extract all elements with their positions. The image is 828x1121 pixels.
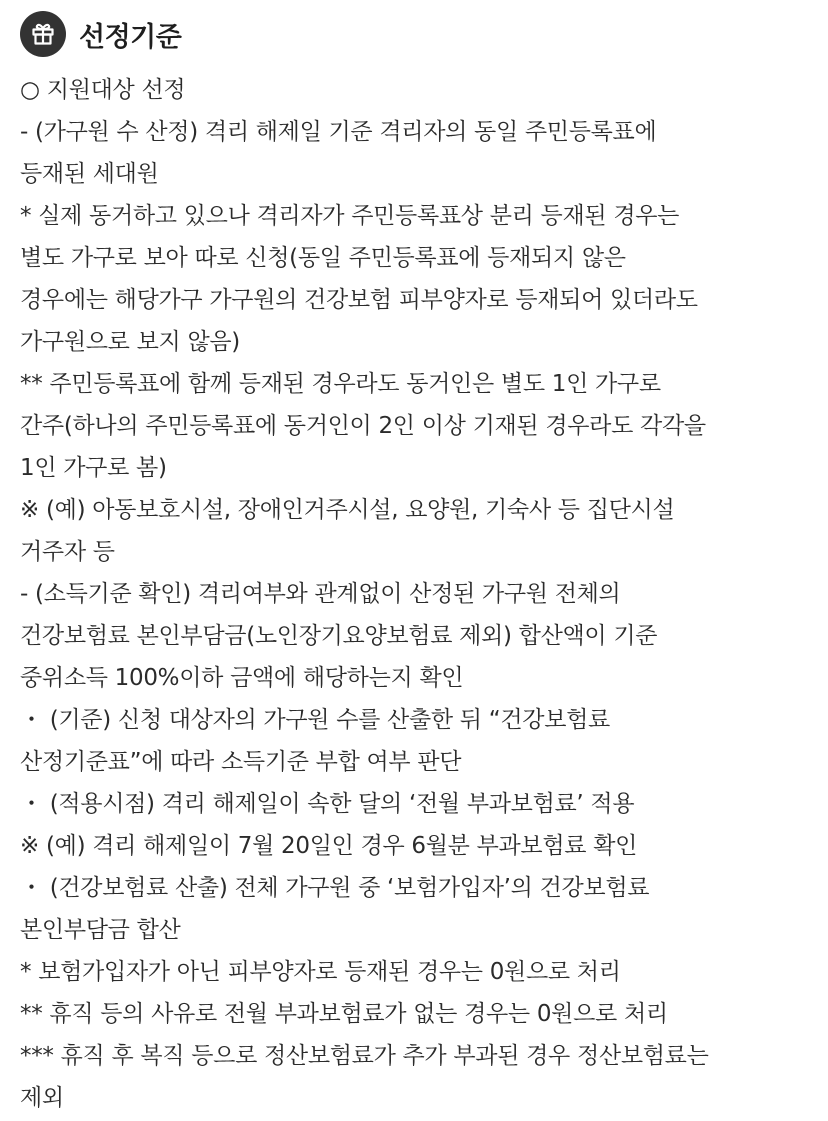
text-line: *** 휴직 후 복직 등으로 정산보험료가 추가 부과된 경우 정산보험료는 — [20, 1043, 709, 1069]
text-line: ・ (건강보험료 산출) 전체 가구원 중 ‘보험가입자’의 건강보험료 — [20, 875, 650, 901]
text-line: ※ (예) 아동보호시설, 장애인거주시설, 요양원, 기숙사 등 집단시설 — [20, 497, 675, 523]
text-line: 중위소득 100%이하 금액에 해당하는지 확인 — [20, 665, 464, 691]
text-line: 산정기준표”에 따라 소득기준 부합 여부 판단 — [20, 749, 462, 775]
text-line: 거주자 등 — [20, 539, 115, 565]
text-line: 1인 가구로 봄) — [20, 455, 167, 481]
text-line: ※ (예) 격리 해제일이 7월 20일인 경우 6월분 부과보험료 확인 — [20, 833, 638, 859]
page-title: 선정기준 — [79, 21, 182, 53]
text-line: 간주(하나의 주민등록표에 동거인이 2인 이상 기재된 경우라도 각각을 — [20, 413, 706, 439]
text-line: 등재된 세대원 — [20, 161, 159, 187]
section-header — [20, 11, 181, 57]
text-line: - (가구원 수 산정) 격리 해제일 기준 격리자의 동일 주민등록표에 — [20, 119, 657, 145]
text-line: ** 주민등록표에 함께 등재된 경우라도 동거인은 별도 1인 가구로 — [20, 371, 661, 397]
text-line: 제외 — [20, 1085, 64, 1111]
text-line: - (소득기준 확인) 격리여부와 관계없이 산정된 가구원 전체의 — [20, 581, 621, 607]
text-line: * 실제 동거하고 있으나 격리자가 주민등록표상 분리 등재된 경우는 — [20, 203, 680, 229]
text-line: 가구원으로 보지 않음) — [20, 329, 240, 355]
text-line: 경우에는 해당가구 가구원의 건강보험 피부양자로 등재되어 있더라도 — [20, 287, 698, 313]
text-line: ○ 지원대상 선정 — [20, 77, 186, 103]
text-line: 별도 가구로 보아 따로 신청(동일 주민등록표에 등재되지 않은 — [20, 245, 626, 271]
text-line: ・ (기준) 신청 대상자의 가구원 수를 산출한 뒤 “건강보험료 — [20, 707, 610, 733]
text-line: 본인부담금 합산 — [20, 917, 181, 943]
gift-box-icon — [20, 11, 66, 57]
text-line: 건강보험료 본인부담금(노인장기요양보험료 제외) 합산액이 기준 — [20, 623, 658, 649]
criteria-body — [20, 69, 820, 1119]
text-line: ・ (적용시점) 격리 해제일이 속한 달의 ‘전월 부과보험료’ 적용 — [20, 791, 635, 817]
text-line: ** 휴직 등의 사유로 전월 부과보험료가 없는 경우는 0원으로 처리 — [20, 1001, 668, 1027]
text-line: * 보험가입자가 아닌 피부양자로 등재된 경우는 0원으로 처리 — [20, 959, 621, 985]
